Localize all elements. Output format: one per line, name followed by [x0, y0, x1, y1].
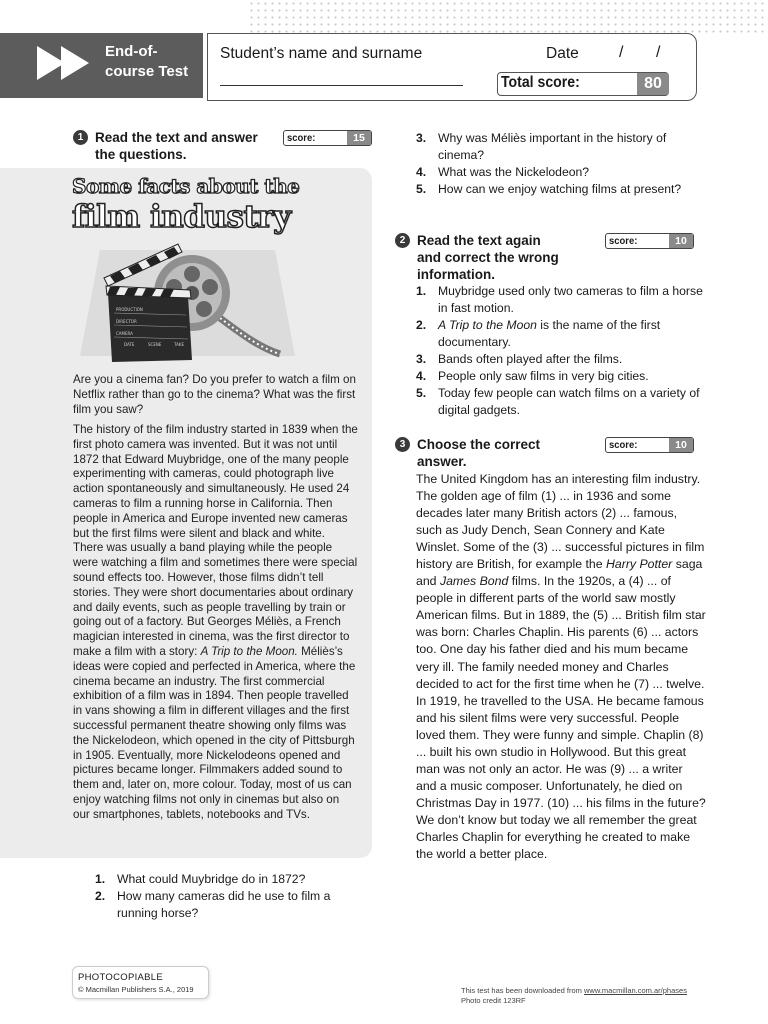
- question-1-list-part1: [95, 871, 355, 922]
- q3-text-part1: The United Kingdom has an interesting film industry. The golden age of film (1) ... in 1936 and some decades later many British actors (2) ... famous, such as Judy Dench, Sean Connery and Kate Winslet. Some of the (3) ... successful pictures in film history are British, for example the: [416, 472, 705, 572]
- item-text: Bands often played after the films.: [438, 352, 623, 366]
- download-notice: [461, 986, 687, 995]
- item-film-title: A Trip to the Moon: [438, 318, 537, 332]
- dot-pattern: [248, 0, 768, 36]
- photocopiable-label: PHOTOCOPIABLE: [78, 972, 164, 983]
- list-item: [416, 368, 706, 385]
- q3-italic-james-bond: James Bond: [439, 574, 509, 589]
- date-separator: /: [619, 44, 624, 61]
- list-item: [95, 871, 355, 888]
- item-number: 2.: [95, 889, 106, 903]
- clapper-label-director: DIRECTOR: [116, 319, 137, 324]
- total-score-label: Total score:: [501, 74, 580, 91]
- question-2-score: 10: [669, 234, 693, 248]
- student-name-label: Student’s name and surname: [220, 45, 423, 62]
- question-1-score-box: [283, 130, 372, 146]
- student-name-field[interactable]: [220, 85, 463, 86]
- clapper-label-date: DATE: [124, 342, 135, 347]
- question-2-heading: [417, 232, 559, 283]
- q3-text-part2: saga and: [416, 557, 703, 589]
- clapper-label-take: TAKE: [174, 342, 185, 347]
- list-item: [416, 181, 706, 198]
- question-3-score-box: [605, 437, 694, 453]
- item-text: Why was Méliès important in the history of cinema?: [438, 131, 667, 162]
- fast-forward-icon: [37, 46, 93, 80]
- article-body: [73, 423, 358, 823]
- photo-credit: Photo credit 123RF: [461, 996, 526, 1005]
- article-title-line2: film industry: [72, 199, 291, 235]
- test-title-line1: End-of-: [105, 43, 158, 60]
- item-number: 5.: [416, 182, 427, 196]
- date-separator: /: [656, 44, 661, 61]
- question-1-heading-line1: Read the text and answer: [95, 130, 258, 145]
- score-label: score:: [287, 132, 316, 144]
- question-number-3: 3: [395, 437, 410, 452]
- article-body-part1: The history of the film industry started in 1839 when the first photo camera was invented. But it was not until 1872 that Edward Muybridge, one of the many people experimenting with cameras, could photograph live action spontaneously and simultaneously. He used 24 cameras to film a running horse in California. Then people in America and Europe invented new cameras but the first films were silent and black and white. There was usually a band playing while the people were watching a film and sometimes there were special sound effects too. However, those films didn’t tell stories. They were short documentaries about ordinary and daily events, such as people travelling by train or going out of a factory. But Georges Méliès, a French magician interested in cinema, was the first director to make a film with a story:: [73, 423, 358, 658]
- article-intro: Are you a cinema fan? Do you prefer to watch a film on Netflix rather than go to the cinema? What was the first film you saw?: [73, 373, 356, 416]
- total-score-value: 80: [637, 73, 669, 95]
- item-number: 3.: [416, 131, 427, 145]
- list-item: [416, 317, 706, 351]
- question-2-heading-line3: information.: [417, 267, 495, 282]
- question-3-heading-line1: Choose the correct: [417, 437, 541, 452]
- list-item: [416, 164, 706, 181]
- question-1-score: 15: [347, 131, 371, 145]
- list-item: [416, 351, 706, 368]
- question-3-heading: [417, 436, 540, 470]
- film-clapper-and-reel-illustration: [70, 238, 295, 368]
- question-number-2: 2: [395, 233, 410, 248]
- test-title-line2: course Test: [105, 63, 189, 80]
- question-2-heading-line2: and correct the wrong: [417, 250, 559, 265]
- q3-text-part3: films. In the 1920s, a (4) ... of people in different parts of the world saw mostly American films. But in 1889, the (5) ... British film star was born: Charles Chaplin. His parents (6) ... actors too. One day his father died and his mum became very ill. The family needed money and Charles decided to act for the first time when he (7) ... twelve. In 1919, he travelled to the USA. He became famous and his silent films were very successful. People loved them. They were funny and simple. Chaplin (8) ... built his own studio in Hollywood. But this great man was not only an actor. He was (9) ... a writer and a music composer. Unfortunately, he died on Christmas Day in 1977. (10) ... his films in the future? We don’t know but today we all remember the great Charles Chaplin for everything he created to make the world a better place.: [416, 574, 706, 862]
- question-2-list: [416, 283, 706, 419]
- item-number: 3.: [416, 352, 427, 366]
- item-number: 4.: [416, 369, 427, 383]
- score-label: score:: [609, 439, 638, 451]
- question-3-text: [416, 471, 706, 863]
- test-title: [105, 42, 200, 82]
- clapper-label-camera: CAMERA: [116, 331, 133, 336]
- question-2-heading-line1: Read the text again: [417, 233, 541, 248]
- list-item: [95, 888, 355, 922]
- download-notice-text: This test has been downloaded from: [461, 986, 584, 995]
- question-3-heading-line2: answer.: [417, 454, 467, 469]
- item-text: How can we enjoy watching films at present?: [438, 182, 682, 196]
- item-number: 1.: [416, 284, 427, 298]
- list-item: [416, 385, 706, 419]
- question-1-heading: [95, 129, 258, 163]
- score-label: score:: [609, 235, 638, 247]
- item-text: Muybridge used only two cameras to film a horse in fast motion.: [438, 284, 703, 315]
- item-text: What was the Nickelodeon?: [438, 165, 590, 179]
- question-1-list-part2: [416, 130, 706, 198]
- article-body-part2: Méliès’s ideas were copied and perfected in America, where the cinema became an industry. The first commercial exhibition of a film was in 1894. Then people travelled in vans showing a film in different villages and the first successful permanent theatre showing only films was the Nickelodeon, which opened in the city of Pittsburgh in 1905. Eventually, more Nickelodeons opened and pictures became longer. Filmmakers added sound to them and, later on, more colour. Today, most of us can enjoy watching films not only in cinemas but also on our smartphones, tablets, notebooks and TVs.: [73, 644, 356, 821]
- item-number: 4.: [416, 165, 427, 179]
- question-3-score: 10: [669, 438, 693, 452]
- question-number-1: 1: [73, 130, 88, 145]
- clapper-label-production: PRODUCTION: [116, 307, 143, 312]
- clapper-label-scene: SCENE: [148, 342, 162, 347]
- item-text: Today few people can watch films on a variety of digital gadgets.: [438, 386, 700, 417]
- question-1-heading-line2: the questions.: [95, 147, 187, 162]
- list-item: [416, 130, 706, 164]
- macmillan-link[interactable]: www.macmillan.com.ar/phases: [584, 986, 687, 995]
- item-number: 5.: [416, 386, 427, 400]
- item-text: How many cameras did he use to film a running horse?: [117, 889, 331, 920]
- article-title-line1: Some facts about the: [72, 174, 300, 198]
- item-text: What could Muybridge do in 1872?: [117, 872, 306, 886]
- item-text: is the name of the first documentary.: [438, 318, 661, 349]
- q3-italic-harry-potter: Harry Potter: [606, 557, 673, 572]
- article-body-film-title: A Trip to the Moon.: [200, 644, 298, 658]
- item-number: 1.: [95, 872, 106, 886]
- date-label: Date: [546, 45, 579, 62]
- question-2-score-box: [605, 233, 694, 249]
- item-number: 2.: [416, 318, 427, 332]
- copyright-text: © Macmillan Publishers S.A., 2019: [78, 985, 194, 994]
- item-text: People only saw films in very big cities.: [438, 369, 649, 383]
- list-item: [416, 283, 706, 317]
